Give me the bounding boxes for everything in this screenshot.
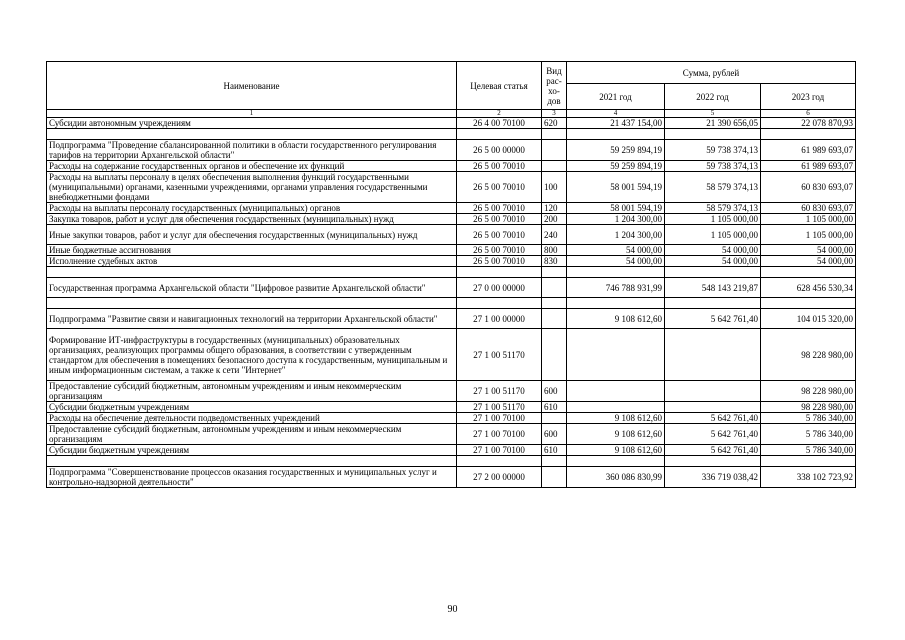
header-year-2021: 2021 год	[567, 84, 665, 110]
row-name: Субсидии автономным учреждениям	[47, 118, 457, 129]
row-name: Субсидии бюджетным учреждениям	[47, 402, 457, 413]
table-row	[47, 424, 856, 445]
row-expense-type: 200	[542, 214, 567, 225]
row-sum-2022: 5 642 761,40	[665, 413, 761, 424]
page-number: 90	[447, 604, 458, 615]
row-sum-2021: 9 108 612,60	[567, 413, 665, 424]
row-target-article: 26 5 00 70010	[457, 203, 542, 214]
row-sum-2022: 336 719 038,42	[665, 467, 761, 488]
empty-cell	[761, 267, 856, 278]
row-target-article: 27 1 00 51170	[457, 402, 542, 413]
row-name: Подпрограмма "Совершенствование процессов оказания государственных и муниципальных услуг и контрольно-надзорной деятельности"	[47, 467, 457, 488]
row-expense-type	[542, 140, 567, 161]
row-sum-2023: 1 105 000,00	[761, 214, 856, 225]
row-target-article: 26 5 00 00000	[457, 140, 542, 161]
table-row	[47, 329, 856, 381]
row-sum-2022: 1 105 000,00	[665, 214, 761, 225]
empty-cell	[542, 298, 567, 309]
row-name: Расходы на обеспечение деятельности подведомственных учреждений	[47, 413, 457, 424]
row-target-article: 27 1 00 51170	[457, 329, 542, 381]
row-sum-2021: 746 788 931,99	[567, 278, 665, 298]
row-sum-2021: 54 000,00	[567, 256, 665, 267]
empty-cell	[665, 456, 761, 467]
table-row	[47, 214, 856, 225]
column-number: 1	[47, 110, 457, 118]
row-expense-type	[542, 413, 567, 424]
row-sum-2023: 54 000,00	[761, 256, 856, 267]
column-numbers-row	[47, 110, 856, 118]
empty-cell	[567, 129, 665, 140]
row-sum-2022: 54 000,00	[665, 245, 761, 256]
header-target-article: Целевая статья	[457, 62, 542, 110]
row-target-article: 27 1 00 70100	[457, 445, 542, 456]
row-sum-2023: 338 102 723,92	[761, 467, 856, 488]
budget-table	[46, 61, 856, 488]
row-sum-2021: 54 000,00	[567, 245, 665, 256]
row-target-article: 27 2 00 00000	[457, 467, 542, 488]
program-row	[47, 309, 856, 329]
row-sum-2021	[567, 381, 665, 402]
row-name: Предоставление субсидий бюджетным, автономным учреждениям и иным некоммерческим организациям	[47, 381, 457, 402]
table-row	[47, 245, 856, 256]
empty-cell	[665, 129, 761, 140]
row-expense-type: 800	[542, 245, 567, 256]
row-sum-2021	[567, 329, 665, 381]
row-sum-2023: 61 989 693,07	[761, 161, 856, 172]
empty-cell	[761, 298, 856, 309]
row-sum-2023: 1 105 000,00	[761, 225, 856, 245]
column-number: 2	[457, 110, 542, 118]
row-target-article: 26 5 00 70010	[457, 225, 542, 245]
row-sum-2021: 360 086 830,99	[567, 467, 665, 488]
row-sum-2023: 98 228 980,00	[761, 329, 856, 381]
row-name: Подпрограмма "Проведение сбалансированной политики в области государственного регулирования тарифов на территории Архангельской области"	[47, 140, 457, 161]
row-sum-2021: 9 108 612,60	[567, 445, 665, 456]
row-name: Формирование ИТ-инфраструктуры в государственных (муниципальных) образовательных организациях, реализующих программы общего образования, в соответствии с утвержденным стандартом для обеспечения в помещениях безопасного доступа к государственным, муниципальным и иным информационным системам, а также к сети "Интернет"	[47, 329, 457, 381]
row-name: Расходы на содержание государственных органов и обеспечение их функций	[47, 161, 457, 172]
row-expense-type: 240	[542, 225, 567, 245]
row-expense-type	[542, 161, 567, 172]
row-target-article: 26 5 00 70010	[457, 256, 542, 267]
empty-cell	[761, 456, 856, 467]
row-sum-2022: 59 738 374,13	[665, 161, 761, 172]
program-row	[47, 467, 856, 488]
row-expense-type	[542, 329, 567, 381]
row-sum-2023: 104 015 320,00	[761, 309, 856, 329]
table-row	[47, 381, 856, 402]
row-expense-type	[542, 278, 567, 298]
row-expense-type: 610	[542, 445, 567, 456]
row-target-article: 27 1 00 51170	[457, 381, 542, 402]
row-sum-2022: 1 105 000,00	[665, 225, 761, 245]
row-sum-2023: 54 000,00	[761, 245, 856, 256]
row-expense-type	[542, 467, 567, 488]
row-sum-2021: 1 204 300,00	[567, 225, 665, 245]
row-sum-2022: 54 000,00	[665, 256, 761, 267]
row-expense-type: 620	[542, 118, 567, 129]
row-target-article: 26 5 00 70010	[457, 245, 542, 256]
empty-cell	[457, 129, 542, 140]
table-row	[47, 402, 856, 413]
row-target-article: 26 4 00 70100	[457, 118, 542, 129]
row-expense-type: 120	[542, 203, 567, 214]
row-target-article: 27 0 00 00000	[457, 278, 542, 298]
column-number: 4	[567, 110, 665, 118]
empty-cell	[457, 267, 542, 278]
row-expense-type: 830	[542, 256, 567, 267]
row-sum-2023: 60 830 693,07	[761, 172, 856, 203]
spacer-row	[47, 267, 856, 278]
empty-cell	[457, 298, 542, 309]
row-sum-2021	[567, 402, 665, 413]
empty-cell	[542, 129, 567, 140]
row-sum-2021: 1 204 300,00	[567, 214, 665, 225]
row-sum-2022	[665, 402, 761, 413]
row-name: Государственная программа Архангельской области "Цифровое развитие Архангельской области"	[47, 278, 457, 298]
row-sum-2022: 548 143 219,87	[665, 278, 761, 298]
row-sum-2022: 5 642 761,40	[665, 424, 761, 445]
row-sum-2023: 5 786 340,00	[761, 445, 856, 456]
column-number: 3	[542, 110, 567, 118]
program-row	[47, 278, 856, 298]
header-name: Наименование	[47, 62, 457, 110]
program-row	[47, 140, 856, 161]
header-year-2023: 2023 год	[761, 84, 856, 110]
row-sum-2022	[665, 381, 761, 402]
row-sum-2022: 58 579 374,13	[665, 203, 761, 214]
row-sum-2022: 59 738 374,13	[665, 140, 761, 161]
table-row	[47, 203, 856, 214]
row-sum-2023: 98 228 980,00	[761, 381, 856, 402]
empty-cell	[665, 267, 761, 278]
row-name: Расходы на выплаты персоналу государственных (муниципальных) органов	[47, 203, 457, 214]
row-name: Иные закупки товаров, работ и услуг для обеспечения государственных (муниципальных) нужд	[47, 225, 457, 245]
row-expense-type	[542, 309, 567, 329]
empty-cell	[567, 298, 665, 309]
row-sum-2021: 21 437 154,00	[567, 118, 665, 129]
table-row	[47, 413, 856, 424]
table-row	[47, 445, 856, 456]
row-name: Субсидии бюджетным учреждениям	[47, 445, 457, 456]
table-row	[47, 225, 856, 245]
row-target-article: 27 1 00 00000	[457, 309, 542, 329]
empty-cell	[47, 456, 457, 467]
row-target-article: 27 1 00 70100	[457, 424, 542, 445]
row-expense-type: 600	[542, 424, 567, 445]
table-row	[47, 256, 856, 267]
row-sum-2021: 58 001 594,19	[567, 203, 665, 214]
row-target-article: 27 1 00 70100	[457, 413, 542, 424]
row-target-article: 26 5 00 70010	[457, 161, 542, 172]
table-row	[47, 172, 856, 203]
row-sum-2023: 98 228 980,00	[761, 402, 856, 413]
table-row	[47, 118, 856, 129]
row-name: Закупка товаров, работ и услуг для обеспечения государственных (муниципальных) нужд	[47, 214, 457, 225]
column-number: 6	[761, 110, 856, 118]
row-name: Подпрограмма "Развитие связи и навигационных технологий на территории Архангельской области"	[47, 309, 457, 329]
row-name: Предоставление субсидий бюджетным, автономным учреждениям и иным некоммерческим организациям	[47, 424, 457, 445]
empty-cell	[567, 456, 665, 467]
row-sum-2022	[665, 329, 761, 381]
empty-cell	[47, 267, 457, 278]
row-expense-type: 100	[542, 172, 567, 203]
row-name: Расходы на выплаты персоналу в целях обеспечения выполнения функций государственными (муниципальными) органами, казенными учреждениями, органами управления государственными внебюджетными фондами	[47, 172, 457, 203]
empty-cell	[542, 267, 567, 278]
row-sum-2022: 21 390 656,05	[665, 118, 761, 129]
row-target-article: 26 5 00 70010	[457, 172, 542, 203]
empty-cell	[665, 298, 761, 309]
row-expense-type: 610	[542, 402, 567, 413]
row-target-article: 26 5 00 70010	[457, 214, 542, 225]
spacer-row	[47, 298, 856, 309]
row-sum-2021: 59 259 894,19	[567, 161, 665, 172]
row-sum-2023: 61 989 693,07	[761, 140, 856, 161]
row-sum-2021: 9 108 612,60	[567, 424, 665, 445]
spacer-row	[47, 129, 856, 140]
empty-cell	[47, 298, 457, 309]
spacer-row	[47, 456, 856, 467]
empty-cell	[567, 267, 665, 278]
header-year-2022: 2022 год	[665, 84, 761, 110]
row-sum-2022: 5 642 761,40	[665, 309, 761, 329]
row-sum-2023: 60 830 693,07	[761, 203, 856, 214]
row-expense-type: 600	[542, 381, 567, 402]
row-sum-2023: 628 456 530,34	[761, 278, 856, 298]
row-sum-2021: 59 259 894,19	[567, 140, 665, 161]
row-sum-2023: 22 078 870,93	[761, 118, 856, 129]
table-body	[47, 118, 856, 488]
row-sum-2022: 5 642 761,40	[665, 445, 761, 456]
header-sum: Сумма, рублей	[567, 62, 856, 84]
empty-cell	[457, 456, 542, 467]
row-name: Иные бюджетные ассигнования	[47, 245, 457, 256]
row-sum-2021: 58 001 594,19	[567, 172, 665, 203]
header-expense-type: Вид рас-хо-дов	[542, 62, 567, 110]
column-number: 5	[665, 110, 761, 118]
row-sum-2023: 5 786 340,00	[761, 413, 856, 424]
row-sum-2021: 9 108 612,60	[567, 309, 665, 329]
empty-cell	[761, 129, 856, 140]
empty-cell	[542, 456, 567, 467]
table-row	[47, 161, 856, 172]
row-sum-2022: 58 579 374,13	[665, 172, 761, 203]
row-name: Исполнение судебных актов	[47, 256, 457, 267]
row-sum-2023: 5 786 340,00	[761, 424, 856, 445]
empty-cell	[47, 129, 457, 140]
